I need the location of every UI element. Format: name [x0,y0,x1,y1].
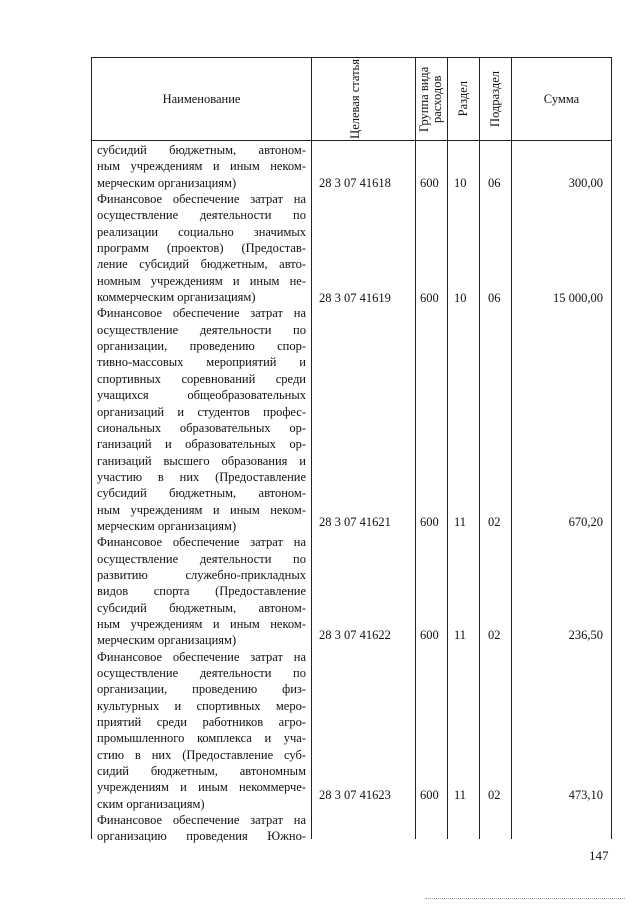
header-section [448,58,479,140]
name-line: сидий бюджетным, автономным [97,764,306,779]
section-cell: 11 [454,515,467,529]
name-line: Финансовое обеспечение затрат на [97,535,306,550]
subsection-cell: 02 [488,628,501,642]
name-line: организацию проведения Южно- [97,829,306,844]
name-line: тивно-массовых мероприятий и [97,355,306,370]
name-line: осуществление деятельности по [97,551,306,566]
header-subsection-label: Подраздел [488,71,502,127]
amount-cell: 15 000,00 [553,291,603,305]
name-line: ным учреждениям и иным неком- [97,616,306,631]
subsection-cell: 06 [488,176,501,190]
name-line: Финансовое обеспечение затрат на [97,813,306,828]
header-amount [512,58,611,140]
code-cell: 28 3 07 41619 [319,291,391,305]
name-line: видов спорта (Предоставление [97,584,306,599]
name-line: ление субсидий бюджетным, авто- [97,257,306,272]
name-line: субсидий бюджетным, автоном- [97,600,306,615]
name-column [97,142,306,845]
name-line: промышленного комплекса и уча- [97,731,306,746]
name-line: Финансовое обеспечение затрат на [97,192,306,207]
name-line: мерческим организациям) [97,518,237,533]
subsection-cell: 02 [488,515,501,529]
amount-cell: 670,20 [568,515,603,529]
amount-cell: 300,00 [568,176,603,190]
scan-artifact-line [425,898,625,899]
name-line: осуществление деятельности по [97,208,306,223]
name-line: организации, проведению спор- [97,339,306,354]
name-line: организаций и студентов профес- [97,404,306,419]
column-divider [447,58,448,839]
column-divider [479,58,480,839]
name-line: развитию служебно-прикладных [97,567,306,582]
header-divider [92,140,611,141]
group-cell: 600 [420,291,439,305]
name-line: спортивных соревнований среди [97,371,306,386]
subsection-cell: 02 [488,788,501,802]
code-cell: 28 3 07 41618 [319,176,391,190]
name-line: ским организациям) [97,796,205,811]
name-line: приятий среди работников агро- [97,715,306,730]
name-line: реализации социально значимых [97,224,306,239]
name-line: номным учреждениям и иным не- [97,273,306,288]
name-line: Финансовое обеспечение затрат на [97,649,306,664]
name-line: коммерческим организациям) [97,290,256,305]
name-line: ным учреждениям и иным неком- [97,502,306,517]
name-line: сиональных образовательных ор- [97,420,306,435]
header-group [416,58,447,140]
name-line: субсидий бюджетным, автоном- [97,143,306,157]
name-line: осуществление деятельности по [97,666,306,680]
code-cell: 28 3 07 41623 [319,788,391,802]
name-line: ным учреждениям и иным неком- [97,159,306,174]
name-line: ганизаций высшего образования и [97,453,306,468]
header-code [312,58,415,140]
header-section-label: Раздел [456,81,470,117]
header-subsection [480,58,511,140]
code-cell: 28 3 07 41621 [319,515,391,529]
header-name-label: Наименование [162,91,241,106]
group-cell: 600 [420,788,439,802]
name-line: субсидий бюджетным, автоном- [97,486,306,501]
name-line: организации, проведению физ- [97,682,306,697]
header-code-label: Целевая статья [347,59,362,139]
header-group-label: Группа вида расходов [416,66,444,132]
amount-cell: 236,50 [568,628,603,642]
name-line: учреждениям и иным некоммерче- [97,780,306,795]
subsection-cell: 06 [488,291,501,305]
name-line: культурных и спортивных меро- [97,698,306,713]
name-line: участию в них (Предоставление [97,469,306,484]
name-line: ганизаций и образовательных ор- [97,437,306,452]
header-name [92,58,311,140]
amount-cell: 473,10 [568,788,603,802]
header-amount-label: Сумма [543,91,580,106]
section-cell: 11 [454,628,467,642]
name-line: Финансовое обеспечение затрат на [97,306,306,321]
code-cell: 28 3 07 41622 [319,628,391,642]
column-divider [415,58,416,839]
column-divider [311,58,312,839]
group-cell: 600 [420,515,439,529]
name-line: мерческим организациям) [97,633,237,648]
section-cell: 10 [454,176,467,190]
name-line: мерческим организациям) [97,175,237,190]
budget-table [91,57,612,844]
group-cell: 600 [420,176,439,190]
column-divider [511,58,512,839]
page-number: 147 [589,848,609,863]
section-cell: 10 [454,291,467,305]
name-line: осуществление деятельности по [97,322,306,337]
name-line: учащихся общеобразовательных [97,388,306,403]
group-cell: 600 [420,628,439,642]
name-line: стию в них (Предоставление суб- [97,747,306,762]
name-line: программ (проектов) (Предостав- [97,241,306,256]
section-cell: 11 [454,788,467,802]
